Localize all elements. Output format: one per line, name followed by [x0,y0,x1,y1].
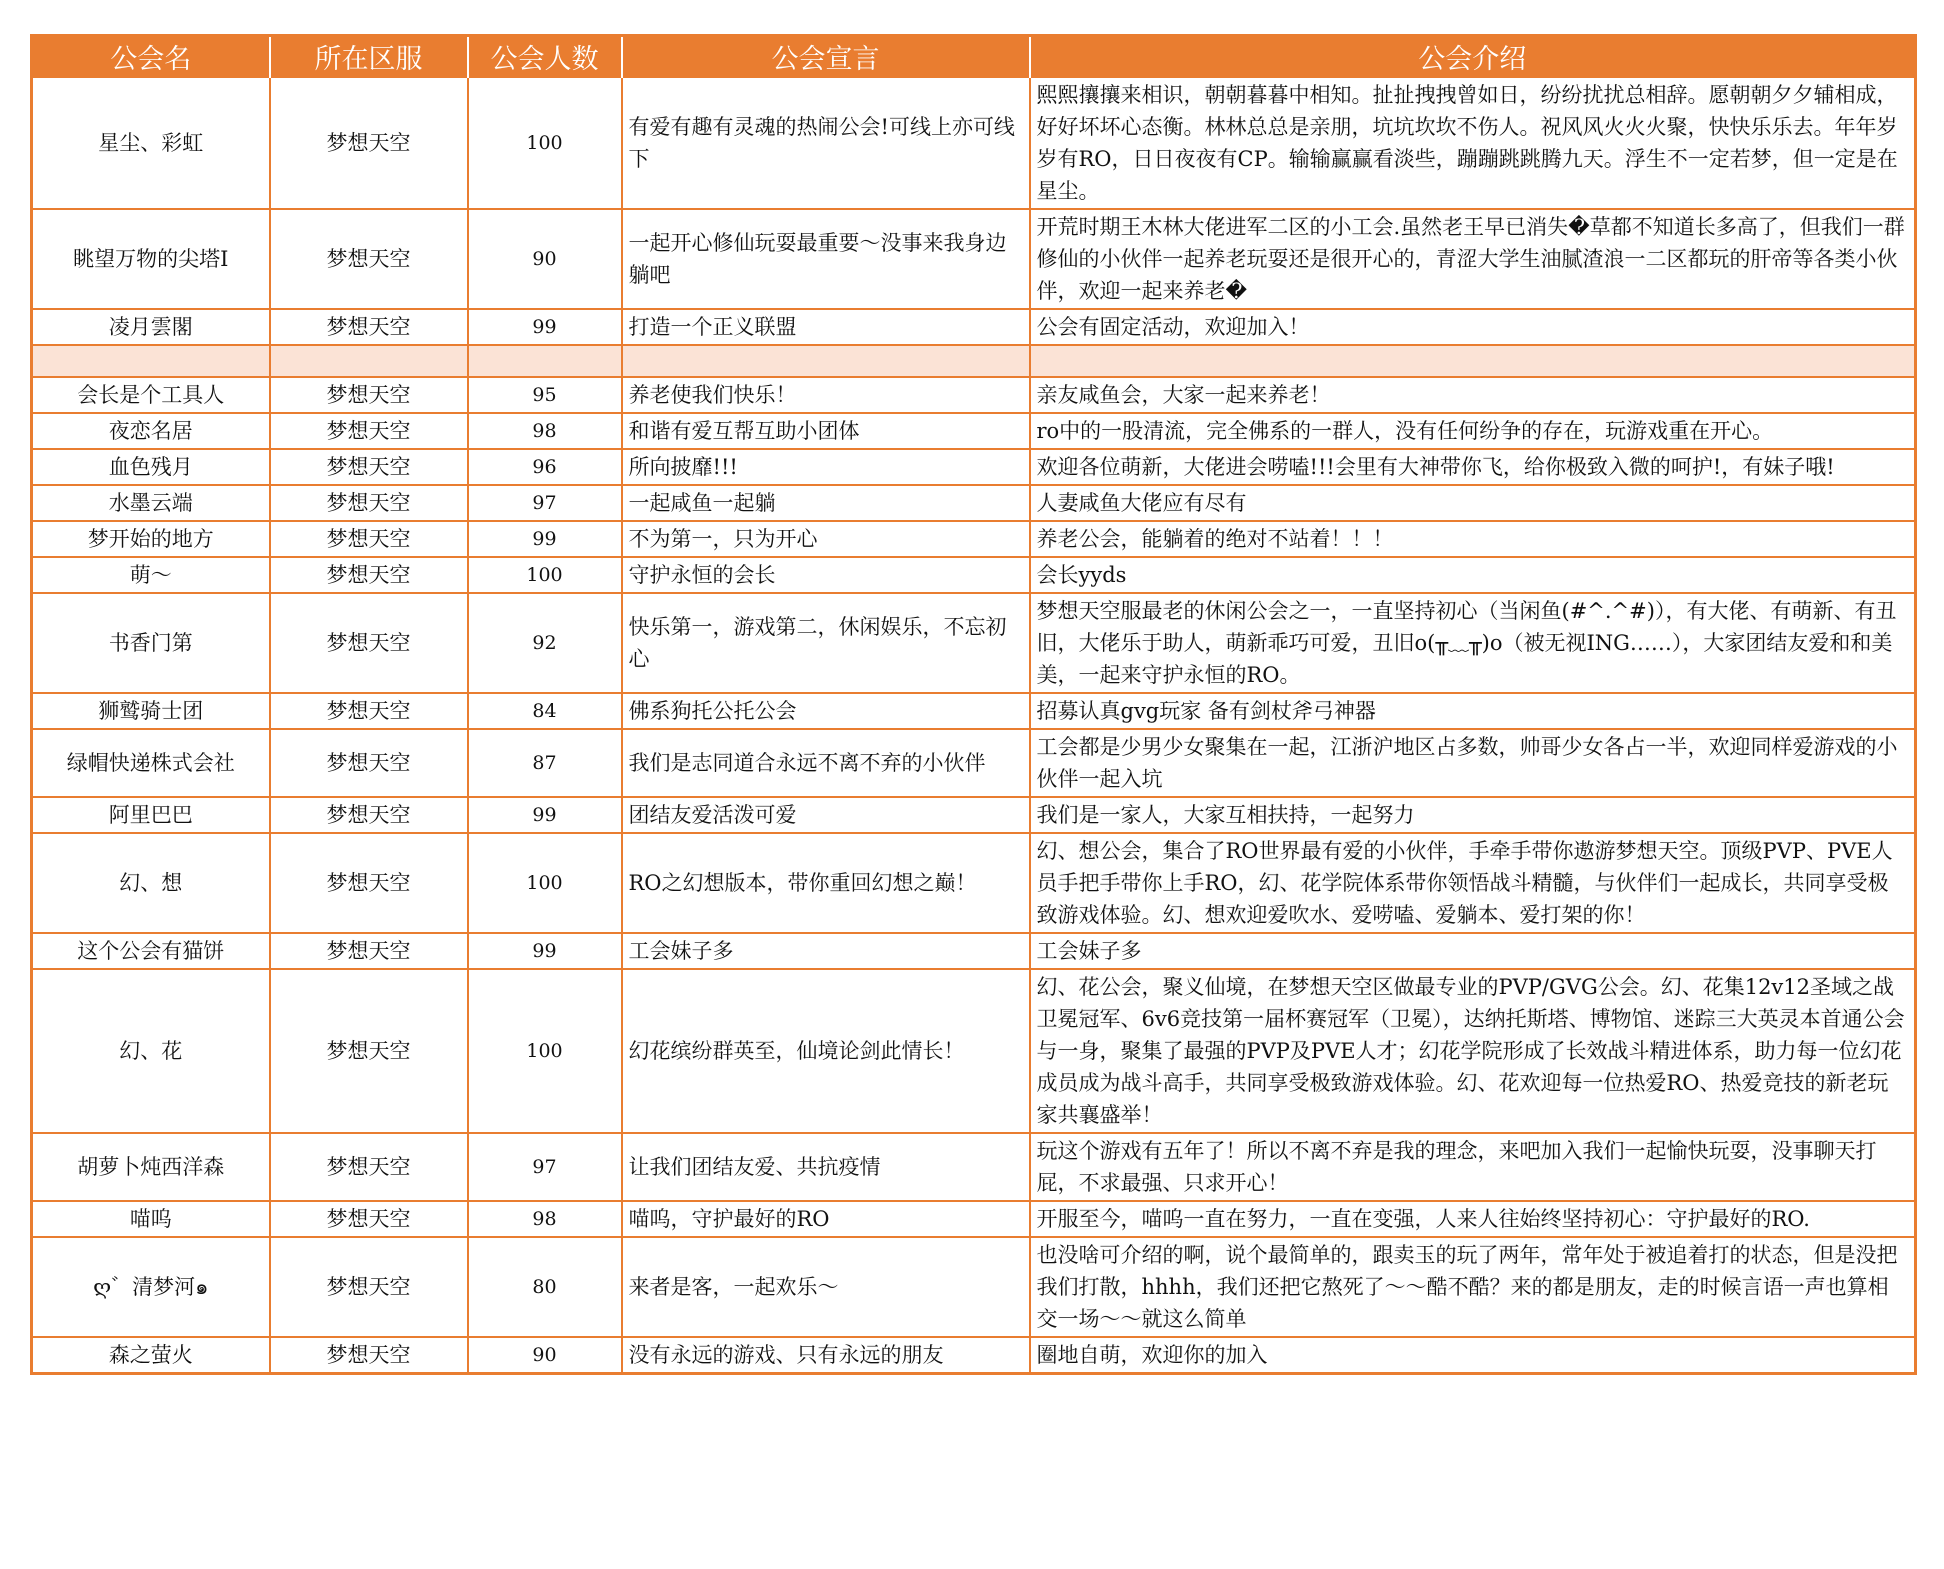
column-header-name: 公会名 [32,36,270,78]
server-cell: 梦想天空 [270,933,468,969]
column-header-slogan: 公会宣言 [622,36,1030,78]
member-count-cell: 97 [468,485,622,521]
intro-cell: 工会都是少男少女聚集在一起，江浙沪地区占多数，帅哥少女各占一半，欢迎同样爱游戏的小伙伴一起入坑 [1030,729,1916,797]
server-cell: 梦想天空 [270,797,468,833]
table-row [32,729,1916,797]
guild-name-cell: 阿里巴巴 [32,797,270,833]
slogan-cell: 我们是志同道合永远不离不弃的小伙伴 [622,729,1030,797]
table-row [32,797,1916,833]
slogan-cell: 让我们团结友爱、共抗疫情 [622,1133,1030,1201]
intro-cell: 我们是一家人，大家互相扶持，一起努力 [1030,797,1916,833]
column-header-members: 公会人数 [468,36,622,78]
table-row [32,209,1916,309]
table-row [32,1337,1916,1374]
guild-table [30,34,1917,1375]
intro-cell: 也没啥可介绍的啊，说个最简单的，跟卖玉的玩了两年，常年处于被追着打的状态，但是没把我们打散，hhhh，我们还把它熬死了～～酷不酷？来的都是朋友，走的时候言语一声也算相交一场～～就这么简单 [1030,1237,1916,1337]
guild-name-cell: 书香门第 [32,593,270,693]
member-count-cell: 100 [468,969,622,1133]
slogan-cell: 有爱有趣有灵魂的热闹公会!可线上亦可线下 [622,77,1030,209]
server-cell: 梦想天空 [270,1337,468,1374]
guild-name-cell: 会长是个工具人 [32,377,270,413]
table-row [32,557,1916,593]
intro-cell: 开服至今，喵呜一直在努力，一直在变强，人来人往始终坚持初心：守护最好的RO. [1030,1201,1916,1237]
guild-name-cell: 幻、想 [32,833,270,933]
member-count-cell: 80 [468,1237,622,1337]
guild-name-cell: 血色残月 [32,449,270,485]
slogan-cell: 幻花缤纷群英至，仙境论剑此情长！ [622,969,1030,1133]
guild-name-cell: 狮鹫骑士团 [32,693,270,729]
table-row [32,1201,1916,1237]
table-body [32,77,1916,1374]
guild-name-cell: ღ゛清梦河๑ [32,1237,270,1337]
member-count-cell: 98 [468,1201,622,1237]
intro-cell: 养老公会，能躺着的绝对不站着！！！ [1030,521,1916,557]
intro-cell: 工会妹子多 [1030,933,1916,969]
table-row [32,521,1916,557]
guild-name-cell: 夜恋名居 [32,413,270,449]
member-count-cell: 100 [468,833,622,933]
server-cell: 梦想天空 [270,209,468,309]
slogan-cell: 和谐有爱互帮互助小团体 [622,413,1030,449]
member-count-cell: 100 [468,77,622,209]
member-count-cell: 84 [468,693,622,729]
guild-name-cell: 萌～ [32,557,270,593]
server-cell: 梦想天空 [270,729,468,797]
empty-cell [32,345,270,377]
table-row [32,377,1916,413]
server-cell: 梦想天空 [270,413,468,449]
server-cell: 梦想天空 [270,377,468,413]
table-row [32,485,1916,521]
empty-separator-row [32,345,1916,377]
intro-cell: 幻、想公会，集合了RO世界最有爱的小伙伴，手牵手带你遨游梦想天空。顶级PVP、PVE人员手把手带你上手RO，幻、花学院体系带你领悟战斗精髓，与伙伴们一起成长，共同享受极致游戏体验。幻、想欢迎爱吹水、爱唠嗑、爱躺本、爱打架的你！ [1030,833,1916,933]
server-cell: 梦想天空 [270,1201,468,1237]
slogan-cell: RO之幻想版本，带你重回幻想之巅！ [622,833,1030,933]
column-header-server: 所在区服 [270,36,468,78]
table-row [32,593,1916,693]
guild-name-cell: 幻、花 [32,969,270,1133]
table-row [32,833,1916,933]
intro-cell: 梦想天空服最老的休闲公会之一，一直坚持初心（当闲鱼(#^.^#)），有大佬、有萌新、有丑旧，大佬乐于助人，萌新乖巧可爱，丑旧o(╥﹏╥)o（被无视ING……），大家团结友爱和和美美，一起来守护永恒的RO。 [1030,593,1916,693]
intro-cell: 招募认真gvg玩家 备有剑杖斧弓神器 [1030,693,1916,729]
member-count-cell: 95 [468,377,622,413]
slogan-cell: 一起咸鱼一起躺 [622,485,1030,521]
intro-cell: 幻、花公会，聚义仙境，在梦想天空区做最专业的PVP/GVG公会。幻、花集12v12圣域之战卫冕冠军、6v6竞技第一届杯赛冠军（卫冕），达纳托斯塔、博物馆、迷踪三大英灵本首通公会与一身，聚集了最强的PVP及PVE人才；幻花学院形成了长效战斗精进体系，助力每一位幻花成员成为战斗高手，共同享受极致游戏体验。幻、花欢迎每一位热爱RO、热爱竞技的新老玩家共襄盛举！ [1030,969,1916,1133]
table-row [32,309,1916,345]
server-cell: 梦想天空 [270,309,468,345]
server-cell: 梦想天空 [270,1133,468,1201]
slogan-cell: 工会妹子多 [622,933,1030,969]
guild-name-cell: 喵呜 [32,1201,270,1237]
member-count-cell: 90 [468,1337,622,1374]
server-cell: 梦想天空 [270,557,468,593]
empty-cell [1030,345,1916,377]
server-cell: 梦想天空 [270,833,468,933]
server-cell: 梦想天空 [270,593,468,693]
intro-cell: ro中的一股清流，完全佛系的一群人，没有任何纷争的存在，玩游戏重在开心。 [1030,413,1916,449]
column-header-intro: 公会介绍 [1030,36,1916,78]
member-count-cell: 99 [468,933,622,969]
slogan-cell: 来者是客，一起欢乐～ [622,1237,1030,1337]
intro-cell: 人妻咸鱼大佬应有尽有 [1030,485,1916,521]
intro-cell: 会长yyds [1030,557,1916,593]
intro-cell: 开荒时期王木林大佬进军二区的小工会.虽然老王早已消失�草都不知道长多高了，但我们一群修仙的小伙伴一起养老玩耍还是很开心的，青涩大学生油腻渣浪一二区都玩的肝帝等各类小伙伴，欢迎一起来养老� [1030,209,1916,309]
intro-cell: 亲友咸鱼会，大家一起来养老！ [1030,377,1916,413]
slogan-cell: 没有永远的游戏、只有永远的朋友 [622,1337,1030,1374]
member-count-cell: 99 [468,797,622,833]
guild-name-cell: 梦开始的地方 [32,521,270,557]
table-row [32,413,1916,449]
slogan-cell: 快乐第一，游戏第二，休闲娱乐，不忘初心 [622,593,1030,693]
member-count-cell: 99 [468,309,622,345]
guild-name-cell: 胡萝卜炖西洋森 [32,1133,270,1201]
member-count-cell: 99 [468,521,622,557]
table-row [32,77,1916,209]
guild-name-cell: 眺望万物的尖塔I [32,209,270,309]
empty-cell [468,345,622,377]
member-count-cell: 96 [468,449,622,485]
empty-cell [622,345,1030,377]
member-count-cell: 87 [468,729,622,797]
slogan-cell: 佛系狗托公托公会 [622,693,1030,729]
member-count-cell: 90 [468,209,622,309]
slogan-cell: 所向披靡!!! [622,449,1030,485]
table-row [32,1133,1916,1201]
intro-cell: 圈地自萌，欢迎你的加入 [1030,1337,1916,1374]
guild-name-cell: 这个公会有猫饼 [32,933,270,969]
header-row [32,36,1916,78]
slogan-cell: 守护永恒的会长 [622,557,1030,593]
guild-name-cell: 绿帽快递株式会社 [32,729,270,797]
slogan-cell: 喵呜，守护最好的RO [622,1201,1030,1237]
slogan-cell: 打造一个正义联盟 [622,309,1030,345]
server-cell: 梦想天空 [270,521,468,557]
intro-cell: 玩这个游戏有五年了！所以不离不弃是我的理念，来吧加入我们一起愉快玩耍，没事聊天打屁，不求最强、只求开心！ [1030,1133,1916,1201]
empty-cell [270,345,468,377]
server-cell: 梦想天空 [270,1237,468,1337]
table-row [32,969,1916,1133]
server-cell: 梦想天空 [270,485,468,521]
slogan-cell: 养老使我们快乐！ [622,377,1030,413]
server-cell: 梦想天空 [270,77,468,209]
slogan-cell: 团结友爱活泼可爱 [622,797,1030,833]
member-count-cell: 97 [468,1133,622,1201]
server-cell: 梦想天空 [270,969,468,1133]
guild-name-cell: 森之萤火 [32,1337,270,1374]
table-row [32,1237,1916,1337]
table-header [32,36,1916,78]
member-count-cell: 100 [468,557,622,593]
server-cell: 梦想天空 [270,449,468,485]
table-row [32,693,1916,729]
intro-cell: 熙熙攘攘来相识，朝朝暮暮中相知。扯扯拽拽曾如日，纷纷扰扰总相辞。愿朝朝夕夕辅相成，好好坏坏心态衡。林林总总是亲朋，坑坑坎坎不伤人。祝风风火火火聚，快快乐乐去。年年岁岁有RO，日日夜夜有CP。输输赢赢看淡些，蹦蹦跳跳腾九天。浮生不一定若梦，但一定是在星尘。 [1030,77,1916,209]
table-row [32,449,1916,485]
table-row [32,933,1916,969]
member-count-cell: 98 [468,413,622,449]
server-cell: 梦想天空 [270,693,468,729]
slogan-cell: 一起开心修仙玩耍最重要～没事来我身边躺吧 [622,209,1030,309]
intro-cell: 欢迎各位萌新，大佬进会唠嗑!!!会里有大神带你飞，给你极致入微的呵护!，有妹子哦! [1030,449,1916,485]
guild-name-cell: 凌月雲閣 [32,309,270,345]
member-count-cell: 92 [468,593,622,693]
guild-name-cell: 星尘、彩虹 [32,77,270,209]
guild-name-cell: 水墨云端 [32,485,270,521]
slogan-cell: 不为第一，只为开心 [622,521,1030,557]
intro-cell: 公会有固定活动，欢迎加入！ [1030,309,1916,345]
